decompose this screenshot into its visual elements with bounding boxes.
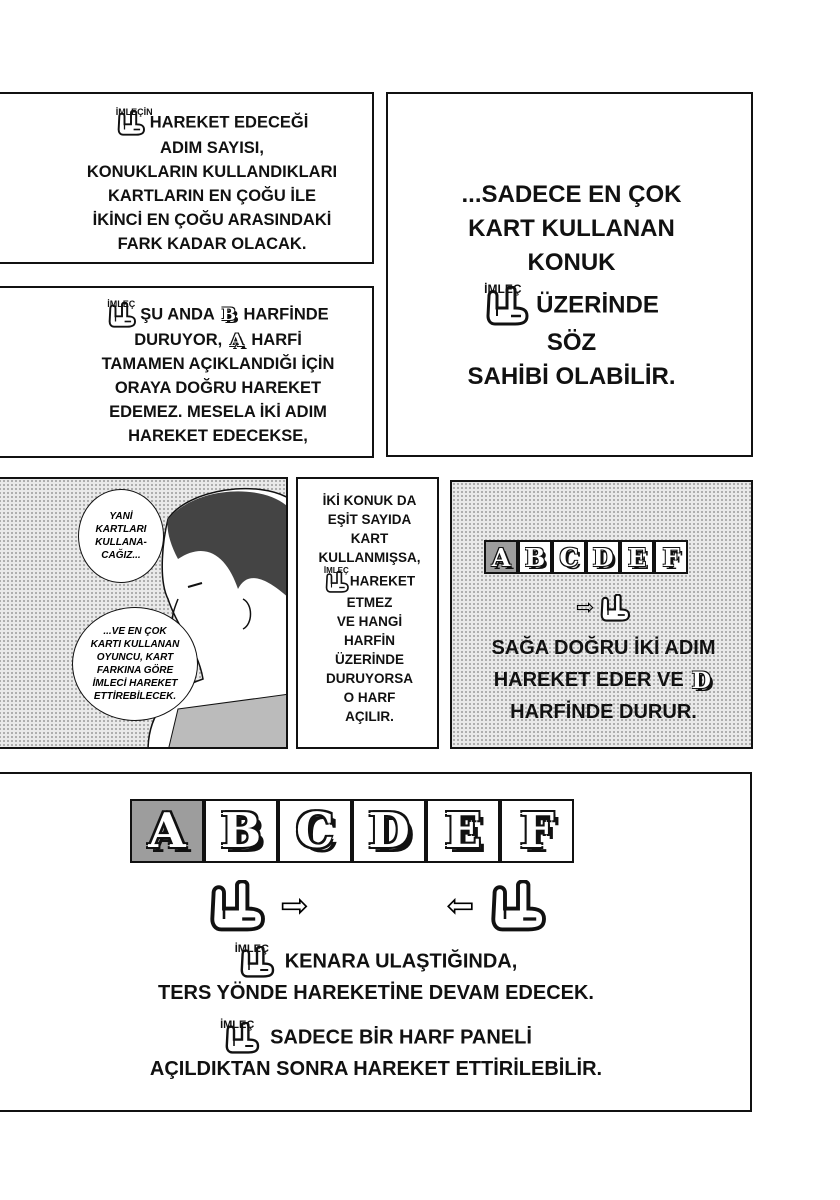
bubble2-line1: ...VE EN ÇOK [103,626,167,637]
rule1-line2: TERS YÖNDE HAREKETİNE DEVAM EDECEK. [158,982,594,1004]
bubble2-line6: ETTİREBİLECEK. [93,691,177,702]
panel2-line5: SÖZ [546,329,597,356]
panel5-line7: VE HANGİ [336,614,403,629]
panel5-line12: AÇILIR. [345,709,394,724]
panel-rules [0,772,752,1112]
bubble1-line3: KULLANA- [95,537,147,548]
letter-d-glyph: D [691,667,711,694]
panel3-line1-pre: ŞU ANDA [140,305,215,324]
thought-bubble-1 [78,489,164,583]
panel6-line2: HAREKET EDER VE [493,669,684,691]
panel3-line2-post: HARFİ [251,331,302,349]
panel5-line8: HARFİN [344,633,395,648]
cursor-icon-label: İMLEÇ [323,566,349,575]
letter-row-large [130,799,574,863]
panel1-line4: KARTLARIN EN ÇOĞU İLE [107,187,317,205]
panel2-line1: ...SADECE EN ÇOK [461,181,682,208]
panel-example-move [450,480,753,749]
letter-tile: E [426,799,500,863]
letter-a-glyph: A [227,331,247,351]
letter-b-glyph: B [219,305,239,325]
panel-current-position [0,286,374,458]
panel3-line4: ORAYA DOĞRU HAREKET [114,379,322,397]
panel1-line2: ADIM SAYISI, [160,139,264,157]
panel5-line10: DURUYORSA [325,671,413,686]
bubble2-line2: KARTI KULLANAN [90,639,180,650]
letter-tile: C [552,540,586,574]
panel6-line3: HARFİNDE DURUR. [510,701,697,723]
letter-tile: A [484,540,518,574]
panel5-line9: ÜZERİNDE [334,652,404,667]
cursor-icon-label: İMLEÇ [484,282,522,296]
panel2-line4: ÜZERİNDE [536,291,659,319]
left-arrow-icon: ⇦ [446,886,475,926]
panel2-line6: SAHİBİ OLABİLİR. [467,363,676,390]
panel1-line6: FARK KADAR OLACAK. [117,235,307,253]
letter-tile: E [620,540,654,574]
letter-tile: C [278,799,352,863]
cursor-hand-icon [107,299,137,328]
panel3-line2-pre: DURUYOR, [134,331,223,349]
bubble1-line1: YANİ [109,511,133,522]
letter-tile: D [352,799,426,863]
panel5-line4: KULLANMIŞSA, [318,550,421,565]
bubble1-line2: KARTLARI [95,524,147,535]
rule2-line1: SADECE BİR HARF PANELİ [270,1026,532,1049]
panel-cursor-steps [0,92,374,264]
bubble2-line5: İMLECİ HAREKET [92,678,178,689]
cursor-icon-label: İMLEÇİN [115,107,153,117]
right-arrow-icon: ⇨ [576,595,595,621]
panel-most-cards-guest [386,92,753,457]
cursor-icon-label: İMLEÇ [107,299,136,309]
cursor-hand-icon [487,880,549,932]
panel1-line3: KONUKLARIN KULLANDIKLARI [86,163,338,181]
panel5-line5: HAREKET [349,573,416,589]
letter-tile: B [518,540,552,574]
right-arrow-icon: ⇨ [280,886,309,926]
cursor-icon-label: İMLEÇ [220,1019,255,1031]
cursor-hand-icon [115,107,153,136]
panel5-line2: EŞİT SAYIDA [327,512,412,527]
panel3-line3: TAMAMEN AÇIKLANDIĞI İÇİN [101,355,335,373]
cursor-hand-icon [234,943,279,978]
letter-tile: A [130,799,204,863]
letter-tile: B [204,799,278,863]
panel-character-thinking [0,477,288,749]
bubble1-line4: CAĞIZ... [101,550,141,561]
cursor-hand-icon [484,282,530,326]
thought-bubble-2 [72,607,198,721]
bubble2-line3: OYUNCU, KART [96,652,174,663]
panel2-line3: KONUK [527,249,616,276]
letter-tile: F [654,540,688,574]
cursor-icon-label: İMLEÇ [234,943,269,955]
letter-tile: D [586,540,620,574]
panel5-line1: İKİ KONUK DA [322,493,417,508]
panel1-line1: HAREKET EDECEĞİ [149,113,309,132]
panel3-line6: HAREKET EDECEKSE, [128,427,308,445]
letter-row-small [484,540,688,574]
letter-tile: F [500,799,574,863]
panel-equal-cards [296,477,439,749]
panel1-line5: İKİNCİ EN ÇOĞU ARASINDAKİ [92,211,332,229]
cursor-hand-icon [323,566,350,593]
bubble2-line4: FARKINA GÖRE [96,665,174,676]
panel3-line1-post: HARFİNDE [243,305,329,324]
panel3-line5: EDEMEZ. MESELA İKİ ADIM [109,403,327,421]
cursor-hand-icon [220,1019,264,1054]
panel5-line6: ETMEZ [346,595,393,610]
cursor-hand-icon [599,594,631,622]
panel2-line2: KART KULLANAN [468,215,675,242]
panel5-line3: KART [350,531,389,546]
rule2-line2: AÇILDIKTAN SONRA HAREKET ETTİRİLEBİLİR. [149,1058,603,1080]
rule1-line1: KENARA ULAŞTIĞINDA, [284,950,518,973]
cursor-hand-icon [206,880,268,932]
panel6-line1: SAĞA DOĞRU İKİ ADIM [491,637,716,659]
panel5-line11: O HARF [343,690,396,705]
